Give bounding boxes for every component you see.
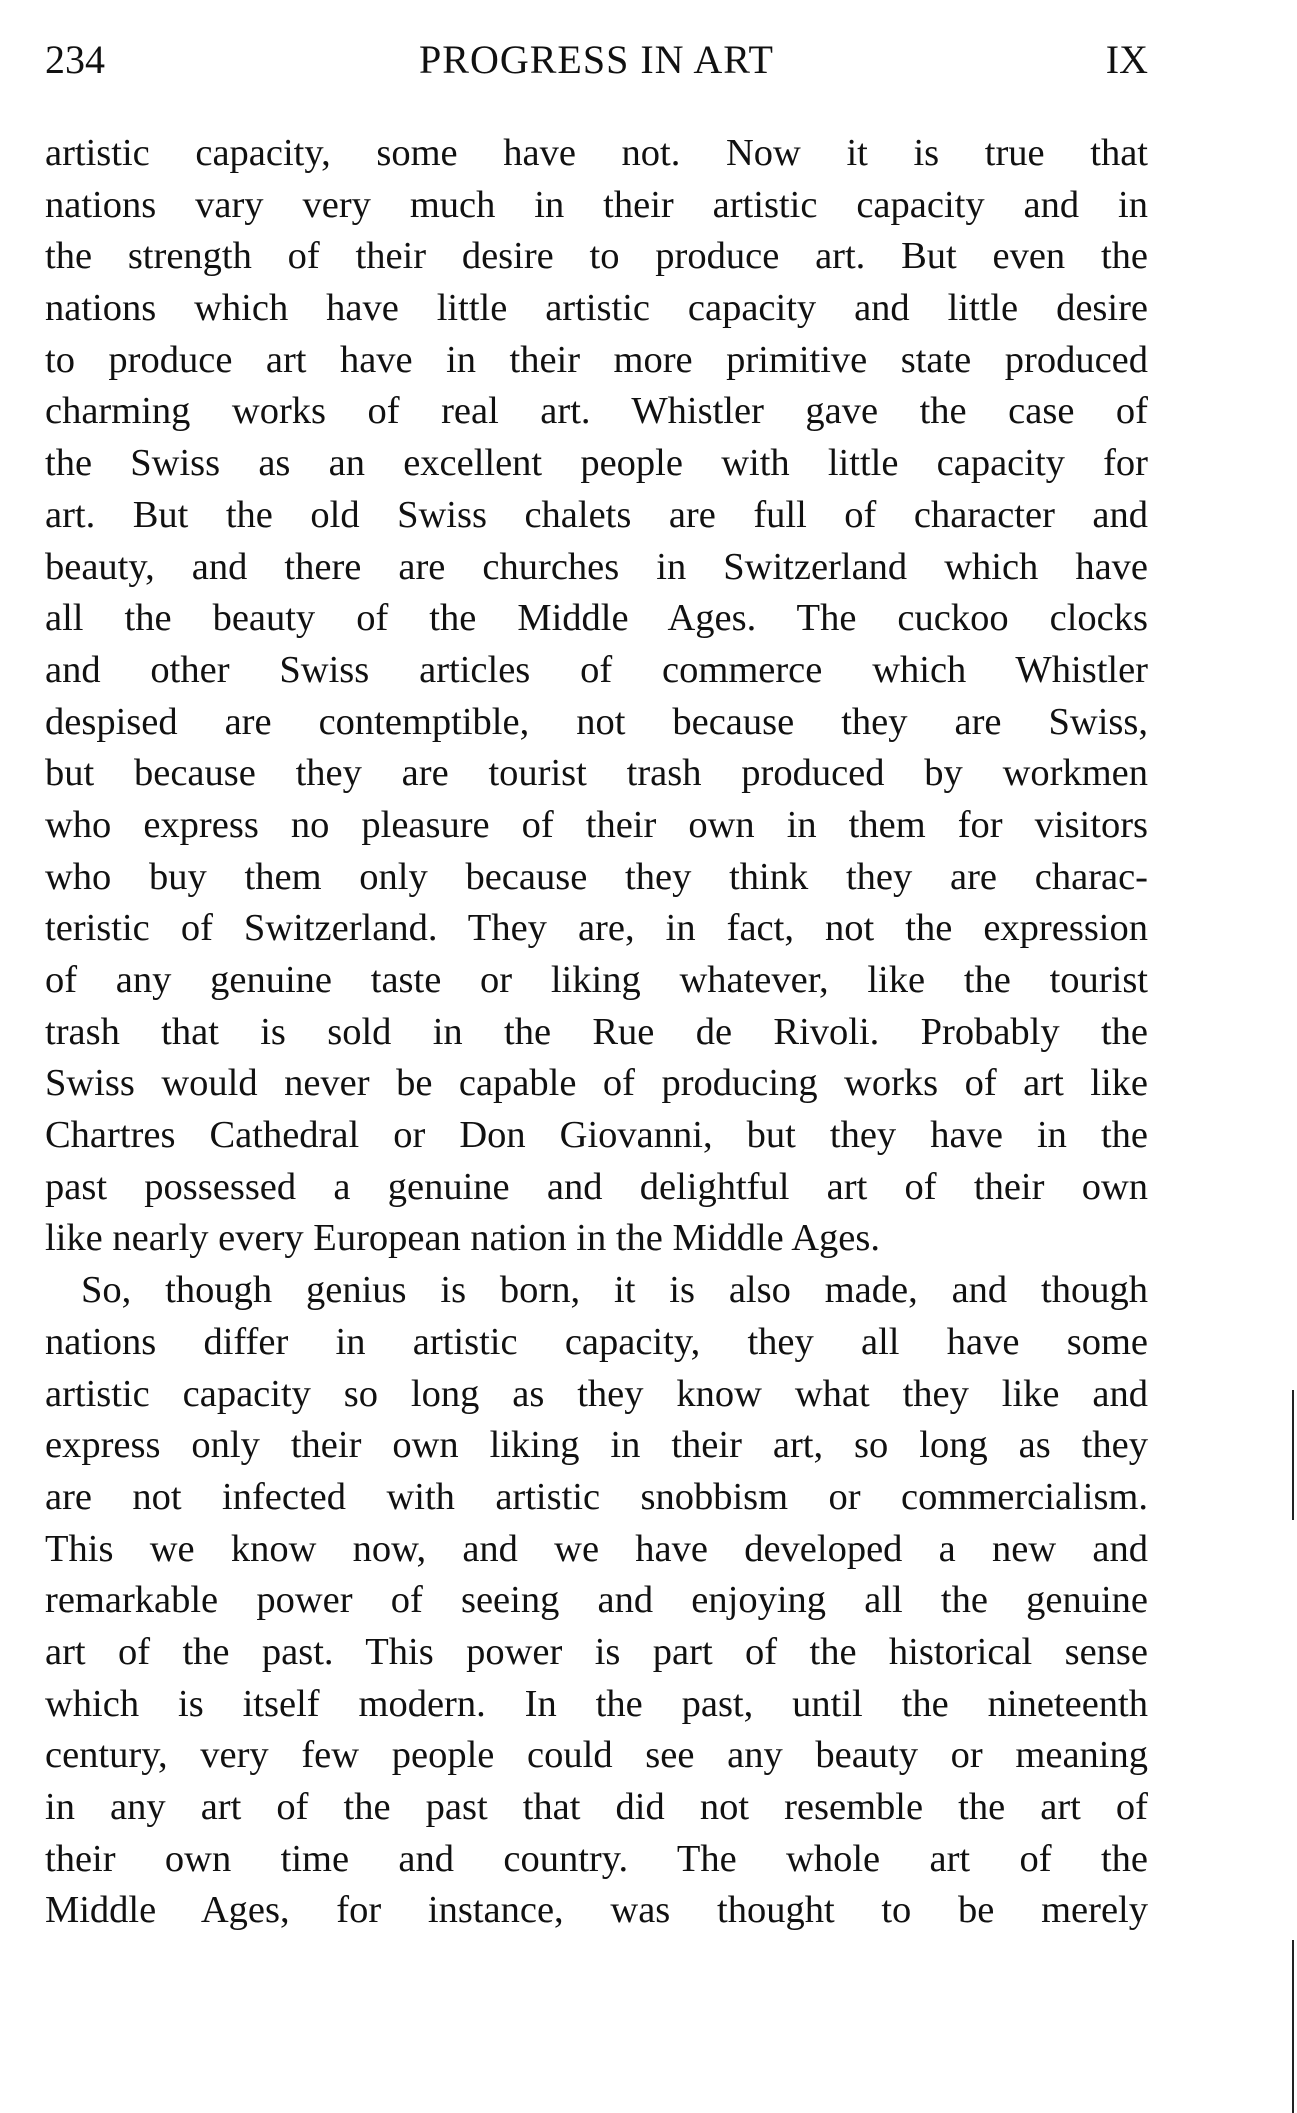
text-line: charming works of real art. Whistler gave the case of [45,390,1148,433]
text-line: which is itself modern. In the past, until the nineteenth [45,1682,1148,1725]
chapter-number: IX [1105,37,1148,82]
paragraph [45,1265,1148,1937]
text-line: nations vary very much in their artistic capacity and in [45,183,1148,226]
text-line: but because they are tourist trash produced by workmen [45,752,1148,795]
text-line: their own time and country. The whole art of the [45,1837,1148,1880]
text-line: who express no pleasure of their own in them for visitors [45,803,1148,846]
text-line: Middle Ages, for instance, was thought to be merely [45,1889,1148,1932]
text-line: despised are contemptible, not because they are Swiss, [45,700,1148,743]
text-line: like nearly every European nation in the Middle Ages. [45,1217,880,1260]
text-line: of any genuine taste or liking whatever, like the tourist [45,959,1148,1001]
text-line: all the beauty of the Middle Ages. The cuckoo clocks [45,597,1148,640]
text-line: in any art of the past that did not resemble the art of [45,1786,1148,1828]
text-line: remarkable power of seeing and enjoying all the genuine [45,1579,1148,1622]
text-line: the Swiss as an excellent people with little capacity for [45,442,1148,485]
text-line: nations which have little artistic capacity and little desire [45,287,1148,330]
paragraph [45,128,1148,1265]
text-line: artistic capacity, some have not. Now it is true that [45,132,1148,174]
scan-edge-mark [1292,1390,1294,1520]
text-line: express only their own liking in their art, so long as they [45,1424,1148,1467]
text-line: the strength of their desire to produce art. But even the [45,235,1148,278]
text-line: nations differ in artistic capacity, they all have some [45,1320,1148,1363]
text-line: Swiss would never be capable of producing works of art like [45,1062,1148,1105]
text-line: So, though genius is born, it is also made, and though [81,1269,1148,1312]
text-line: beauty, and there are churches in Switzerland which have [45,545,1148,588]
text-line: teristic of Switzerland. They are, in fact, not the expression [45,907,1148,950]
scan-edge-mark [1292,1940,1294,2113]
text-line: artistic capacity so long as they know what they like and [45,1372,1148,1415]
text-line: trash that is sold in the Rue de Rivoli. Probably the [45,1010,1148,1053]
text-line: This we know now, and we have developed a new and [45,1527,1148,1570]
text-line: who buy them only because they think they are charac- [45,855,1148,898]
text-line: and other Swiss articles of commerce which Whistler [45,648,1148,691]
text-line: are not infected with artistic snobbism or commercialism. [45,1475,1148,1518]
text-line: art. But the old Swiss chalets are full of character and [45,493,1148,536]
text-line: to produce art have in their more primitive state produced [45,338,1148,381]
text-line: Chartres Cathedral or Don Giovanni, but they have in the [45,1114,1148,1157]
text-line: art of the past. This power is part of the historical sense [45,1630,1148,1673]
running-header [45,36,1148,86]
running-title: PROGRESS IN ART [419,37,774,82]
page-number: 234 [45,37,105,82]
body-text [45,128,1148,1937]
text-line: century, very few people could see any beauty or meaning [45,1734,1148,1777]
text-line: past possessed a genuine and delightful art of their own [45,1165,1148,1208]
